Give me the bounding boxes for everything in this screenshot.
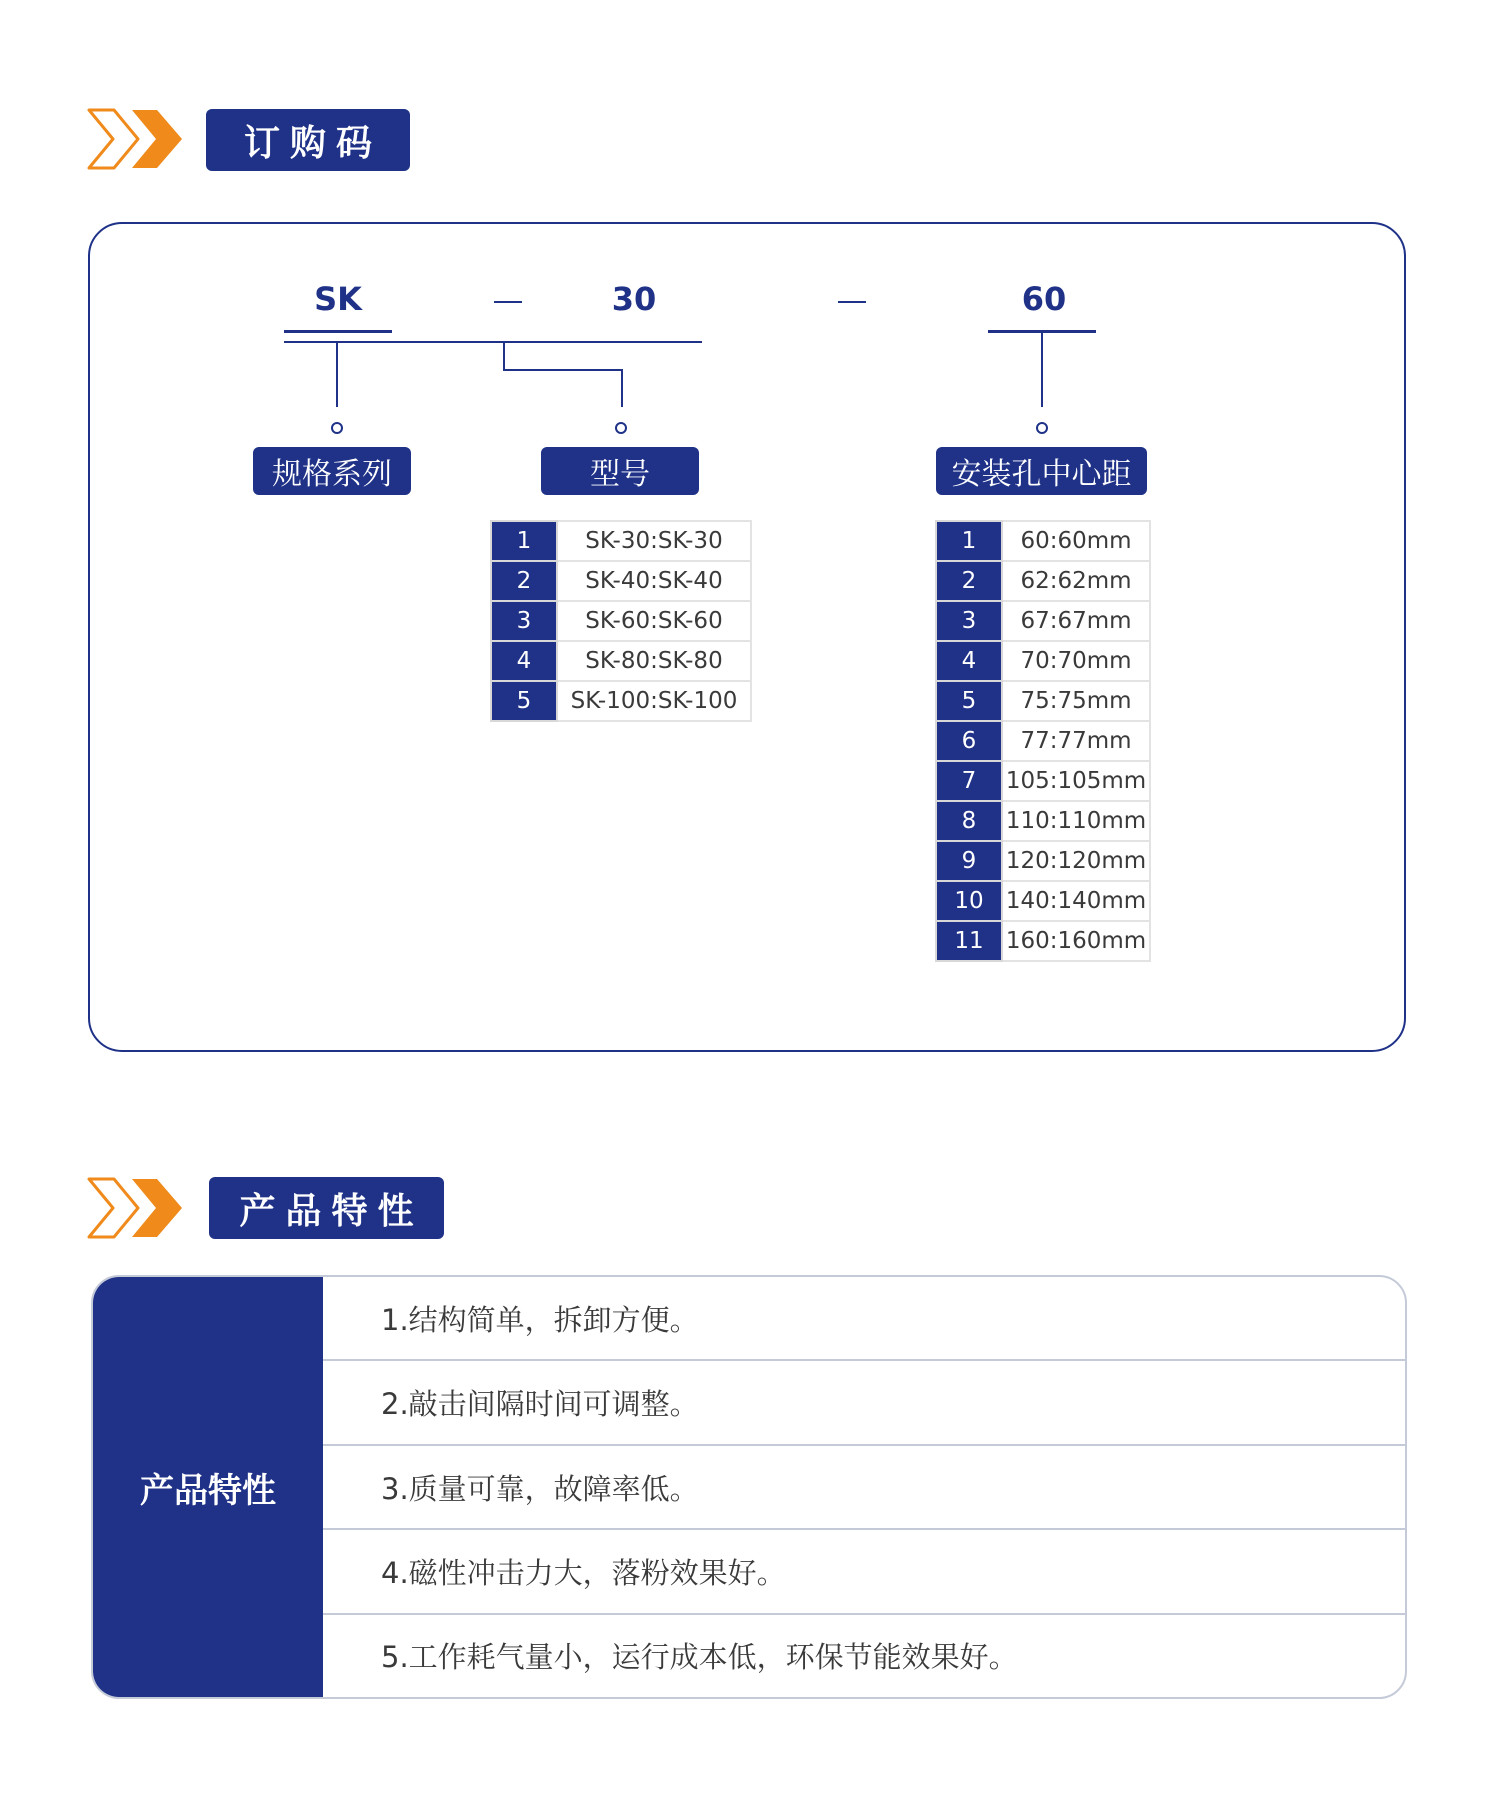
double-chevron-icon: [86, 1176, 188, 1240]
table-row: [936, 841, 1150, 881]
option-value: SK-30:SK-30: [557, 521, 751, 561]
option-number: 7: [936, 761, 1002, 801]
table-row: [936, 801, 1150, 841]
code-separator: [838, 301, 866, 303]
option-number: 4: [491, 641, 557, 681]
table-row: [491, 681, 751, 721]
double-chevron-icon: [86, 107, 188, 171]
section-title-features: 产品特性: [209, 1177, 444, 1239]
option-value: 140:140mm: [1002, 881, 1150, 921]
option-value: SK-80:SK-80: [557, 641, 751, 681]
table-row: [936, 881, 1150, 921]
option-number: 8: [936, 801, 1002, 841]
feature-item: 1.结构简单，拆卸方便。: [323, 1277, 1405, 1361]
option-number: 5: [491, 681, 557, 721]
option-value: 120:120mm: [1002, 841, 1150, 881]
underline-series: [284, 330, 392, 333]
hole-distance-options-table: [935, 520, 1151, 962]
section-title-order-code: 订购码: [206, 109, 410, 171]
connector-model-drop: [503, 341, 505, 370]
features-panel: [91, 1275, 1407, 1699]
option-value: 67:67mm: [1002, 601, 1150, 641]
table-row: [936, 681, 1150, 721]
connector-series: [336, 341, 338, 407]
table-row: [491, 641, 751, 681]
option-value: SK-60:SK-60: [557, 601, 751, 641]
feature-item: 3.质量可靠，故障率低。: [323, 1446, 1405, 1530]
option-value: 60:60mm: [1002, 521, 1150, 561]
connector-bar: [284, 341, 702, 343]
label-model: 型号: [541, 447, 699, 495]
option-number: 1: [936, 521, 1002, 561]
connector-distance: [1041, 331, 1043, 407]
option-value: SK-40:SK-40: [557, 561, 751, 601]
option-value: 160:160mm: [1002, 921, 1150, 961]
table-row: [936, 721, 1150, 761]
table-row: [491, 521, 751, 561]
option-number: 5: [936, 681, 1002, 721]
table-row: [936, 921, 1150, 961]
connector-model-horizontal: [503, 369, 622, 371]
label-series: 规格系列: [253, 447, 411, 495]
table-row: [936, 521, 1150, 561]
table-row: [491, 561, 751, 601]
option-value: 75:75mm: [1002, 681, 1150, 721]
feature-item: 5.工作耗气量小，运行成本低，环保节能效果好。: [381, 1640, 1018, 1675]
connector-model: [621, 369, 623, 407]
table-row: [936, 641, 1150, 681]
features-label: 产品特性: [93, 1277, 323, 1697]
code-separator: [494, 301, 522, 303]
node-circle: [331, 422, 343, 434]
model-options-table: [490, 520, 752, 722]
option-number: 2: [491, 561, 557, 601]
code-segment-model: 30: [611, 280, 657, 318]
code-segment-distance: 60: [1021, 280, 1067, 318]
option-value: 110:110mm: [1002, 801, 1150, 841]
option-value: 105:105mm: [1002, 761, 1150, 801]
option-number: 2: [936, 561, 1002, 601]
option-value: 70:70mm: [1002, 641, 1150, 681]
features-list: [323, 1277, 1405, 1697]
option-number: 6: [936, 721, 1002, 761]
table-row: [936, 601, 1150, 641]
option-value: 77:77mm: [1002, 721, 1150, 761]
node-circle: [615, 422, 627, 434]
option-number: 11: [936, 921, 1002, 961]
node-circle: [1036, 422, 1048, 434]
option-number: 3: [491, 601, 557, 641]
option-number: 10: [936, 881, 1002, 921]
option-value: 62:62mm: [1002, 561, 1150, 601]
option-value: SK-100:SK-100: [557, 681, 751, 721]
table-row: [491, 601, 751, 641]
table-row: [936, 561, 1150, 601]
table-row: [936, 761, 1150, 801]
feature-item: 4.磁性冲击力大，落粉效果好。: [323, 1530, 1405, 1614]
option-number: 1: [491, 521, 557, 561]
option-number: 4: [936, 641, 1002, 681]
code-segment-series: SK: [314, 280, 362, 318]
feature-item: 2.敲击间隔时间可调整。: [323, 1361, 1405, 1445]
option-number: 3: [936, 601, 1002, 641]
label-hole-distance: 安装孔中心距: [936, 447, 1147, 495]
option-number: 9: [936, 841, 1002, 881]
